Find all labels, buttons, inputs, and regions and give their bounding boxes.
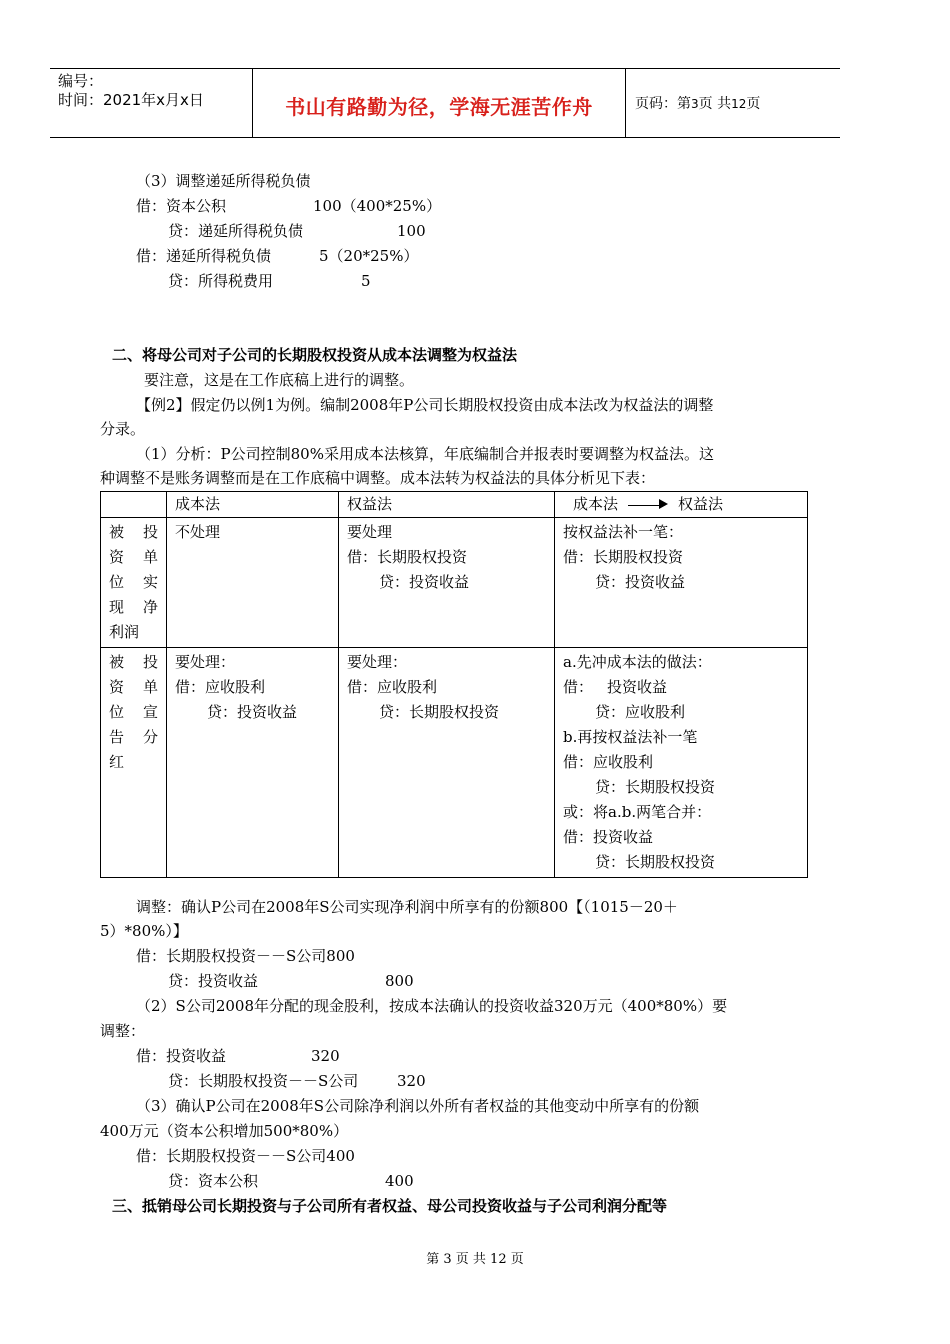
entry-debit: 借：投资收益 [136, 1047, 227, 1065]
text-line: （3）调整递延所得税负债 [136, 172, 311, 190]
entry-amount: 400 [385, 1172, 414, 1190]
entry-amount: 800 [385, 972, 414, 990]
table-header-row [101, 492, 808, 518]
entry-debit: 借：递延所得税负债 [136, 247, 272, 265]
paragraph: （2）S公司2008年分配的现金股利，按成本法确认的投资收益320万元（400*80%）要 [136, 997, 728, 1015]
paragraph: 分录。 [100, 420, 146, 438]
paragraph: 要注意，这是在工作底稿上进行的调整。 [144, 371, 415, 389]
paragraph: 调整：确认P公司在2008年S公司实现净利润中所享有的份额800【（1015－20＋ [136, 898, 678, 916]
row-label-cell [101, 648, 167, 878]
table-header-cell [555, 492, 808, 518]
section-heading: 二、将母公司对子公司的长期股权投资从成本法调整为权益法 [112, 346, 518, 364]
paragraph: 5）*80%）】 [100, 922, 188, 940]
entry-amount: 320 [397, 1072, 426, 1090]
entry-debit: 借：长期股权投资－－S公司800 [136, 947, 355, 965]
paragraph: 【例2】假定仍以例1为例。编制2008年P公司长期股权投资由成本法改为权益法的调整 [136, 396, 714, 414]
entry-amount: 320 [311, 1047, 340, 1065]
entry-amount: 100（400*25%） [313, 197, 442, 215]
number-label: 编号： [58, 72, 104, 90]
table-header-cell: 权益法 [339, 492, 555, 518]
right-arrow-icon [628, 499, 668, 511]
page-header [50, 68, 840, 138]
header-motto: 书山有路勤为径，学海无涯苦作舟 [285, 95, 593, 119]
paragraph: （1）分析：P公司控制80%采用成本法核算，年底编制合并报表时要调整为权益法。这 [136, 445, 714, 463]
paragraph: 调整： [100, 1022, 146, 1040]
comparison-table [100, 491, 808, 878]
header-from: 成本法 [573, 495, 619, 513]
row-label-cell [101, 518, 167, 648]
table-cell: 要处理： 借：应收股利 贷：投资收益 [167, 648, 339, 878]
paragraph: 400万元（资本公积增加500*80%） [100, 1122, 349, 1140]
paragraph: 种调整不是账务调整而是在工作底稿中调整。成本法转为权益法的具体分析见下表： [100, 469, 656, 487]
time-label: 时间：2021年x月x日 [58, 91, 204, 109]
table-cell: 要处理 借：长期股权投资 贷：投资收益 [339, 518, 555, 648]
page-suffix: 页 [746, 96, 761, 112]
table-cell: 不处理 [167, 518, 339, 648]
table-corner-cell [101, 492, 167, 518]
header-meta [58, 72, 204, 110]
table-row [101, 518, 808, 648]
table-cell: 按权益法补一笔： 借：长期股权投资 贷：投资收益 [555, 518, 808, 648]
row-label: 被 投 资 单 位 宣 告 分 红 [109, 653, 158, 771]
entry-debit: 借：资本公积 [136, 197, 227, 215]
entry-amount: 5（20*25%） [319, 247, 419, 265]
entry-credit: 贷：递延所得税负债 [168, 222, 304, 240]
entry-credit: 贷：投资收益 [168, 972, 259, 990]
page-number: 3 [691, 97, 699, 111]
entry-credit: 贷：长期股权投资－－S公司 [168, 1072, 359, 1090]
row-label: 被 投 资 单 位 实 现 净 利润 [109, 523, 158, 641]
entry-amount: 5 [361, 272, 371, 290]
table-row [101, 648, 808, 878]
header-page-info [635, 93, 760, 113]
page-total: 12 [731, 97, 747, 111]
table-cell: a.先冲成本法的做法： 借： 投资收益 贷：应收股利 b.再按权益法补一笔 借：应收股利 贷：长期股权投资 或：将a.b.两笔合并： 借：投资收益 贷：长期股权投资 [555, 648, 808, 878]
page-prefix: 页码：第 [635, 96, 691, 112]
entry-debit: 借：长期股权投资－－S公司400 [136, 1147, 355, 1165]
entry-credit: 贷：所得税费用 [168, 272, 274, 290]
table-header-cell: 成本法 [167, 492, 339, 518]
page-mid: 页 共 [698, 96, 732, 112]
section-heading: 三、抵销母公司长期投资与子公司所有者权益、母公司投资收益与子公司利润分配等 [112, 1197, 668, 1215]
header-divider [625, 69, 626, 137]
header-to: 权益法 [678, 495, 724, 513]
entry-amount: 100 [397, 222, 426, 240]
table-cell: 要处理： 借：应收股利 贷：长期股权投资 [339, 648, 555, 878]
paragraph: （3）确认P公司在2008年S公司除净利润以外所有者权益的其他变动中所享有的份额 [136, 1097, 700, 1115]
entry-credit: 贷：资本公积 [168, 1172, 259, 1190]
page-footer: 第 3 页 共 12 页 [426, 1252, 524, 1267]
